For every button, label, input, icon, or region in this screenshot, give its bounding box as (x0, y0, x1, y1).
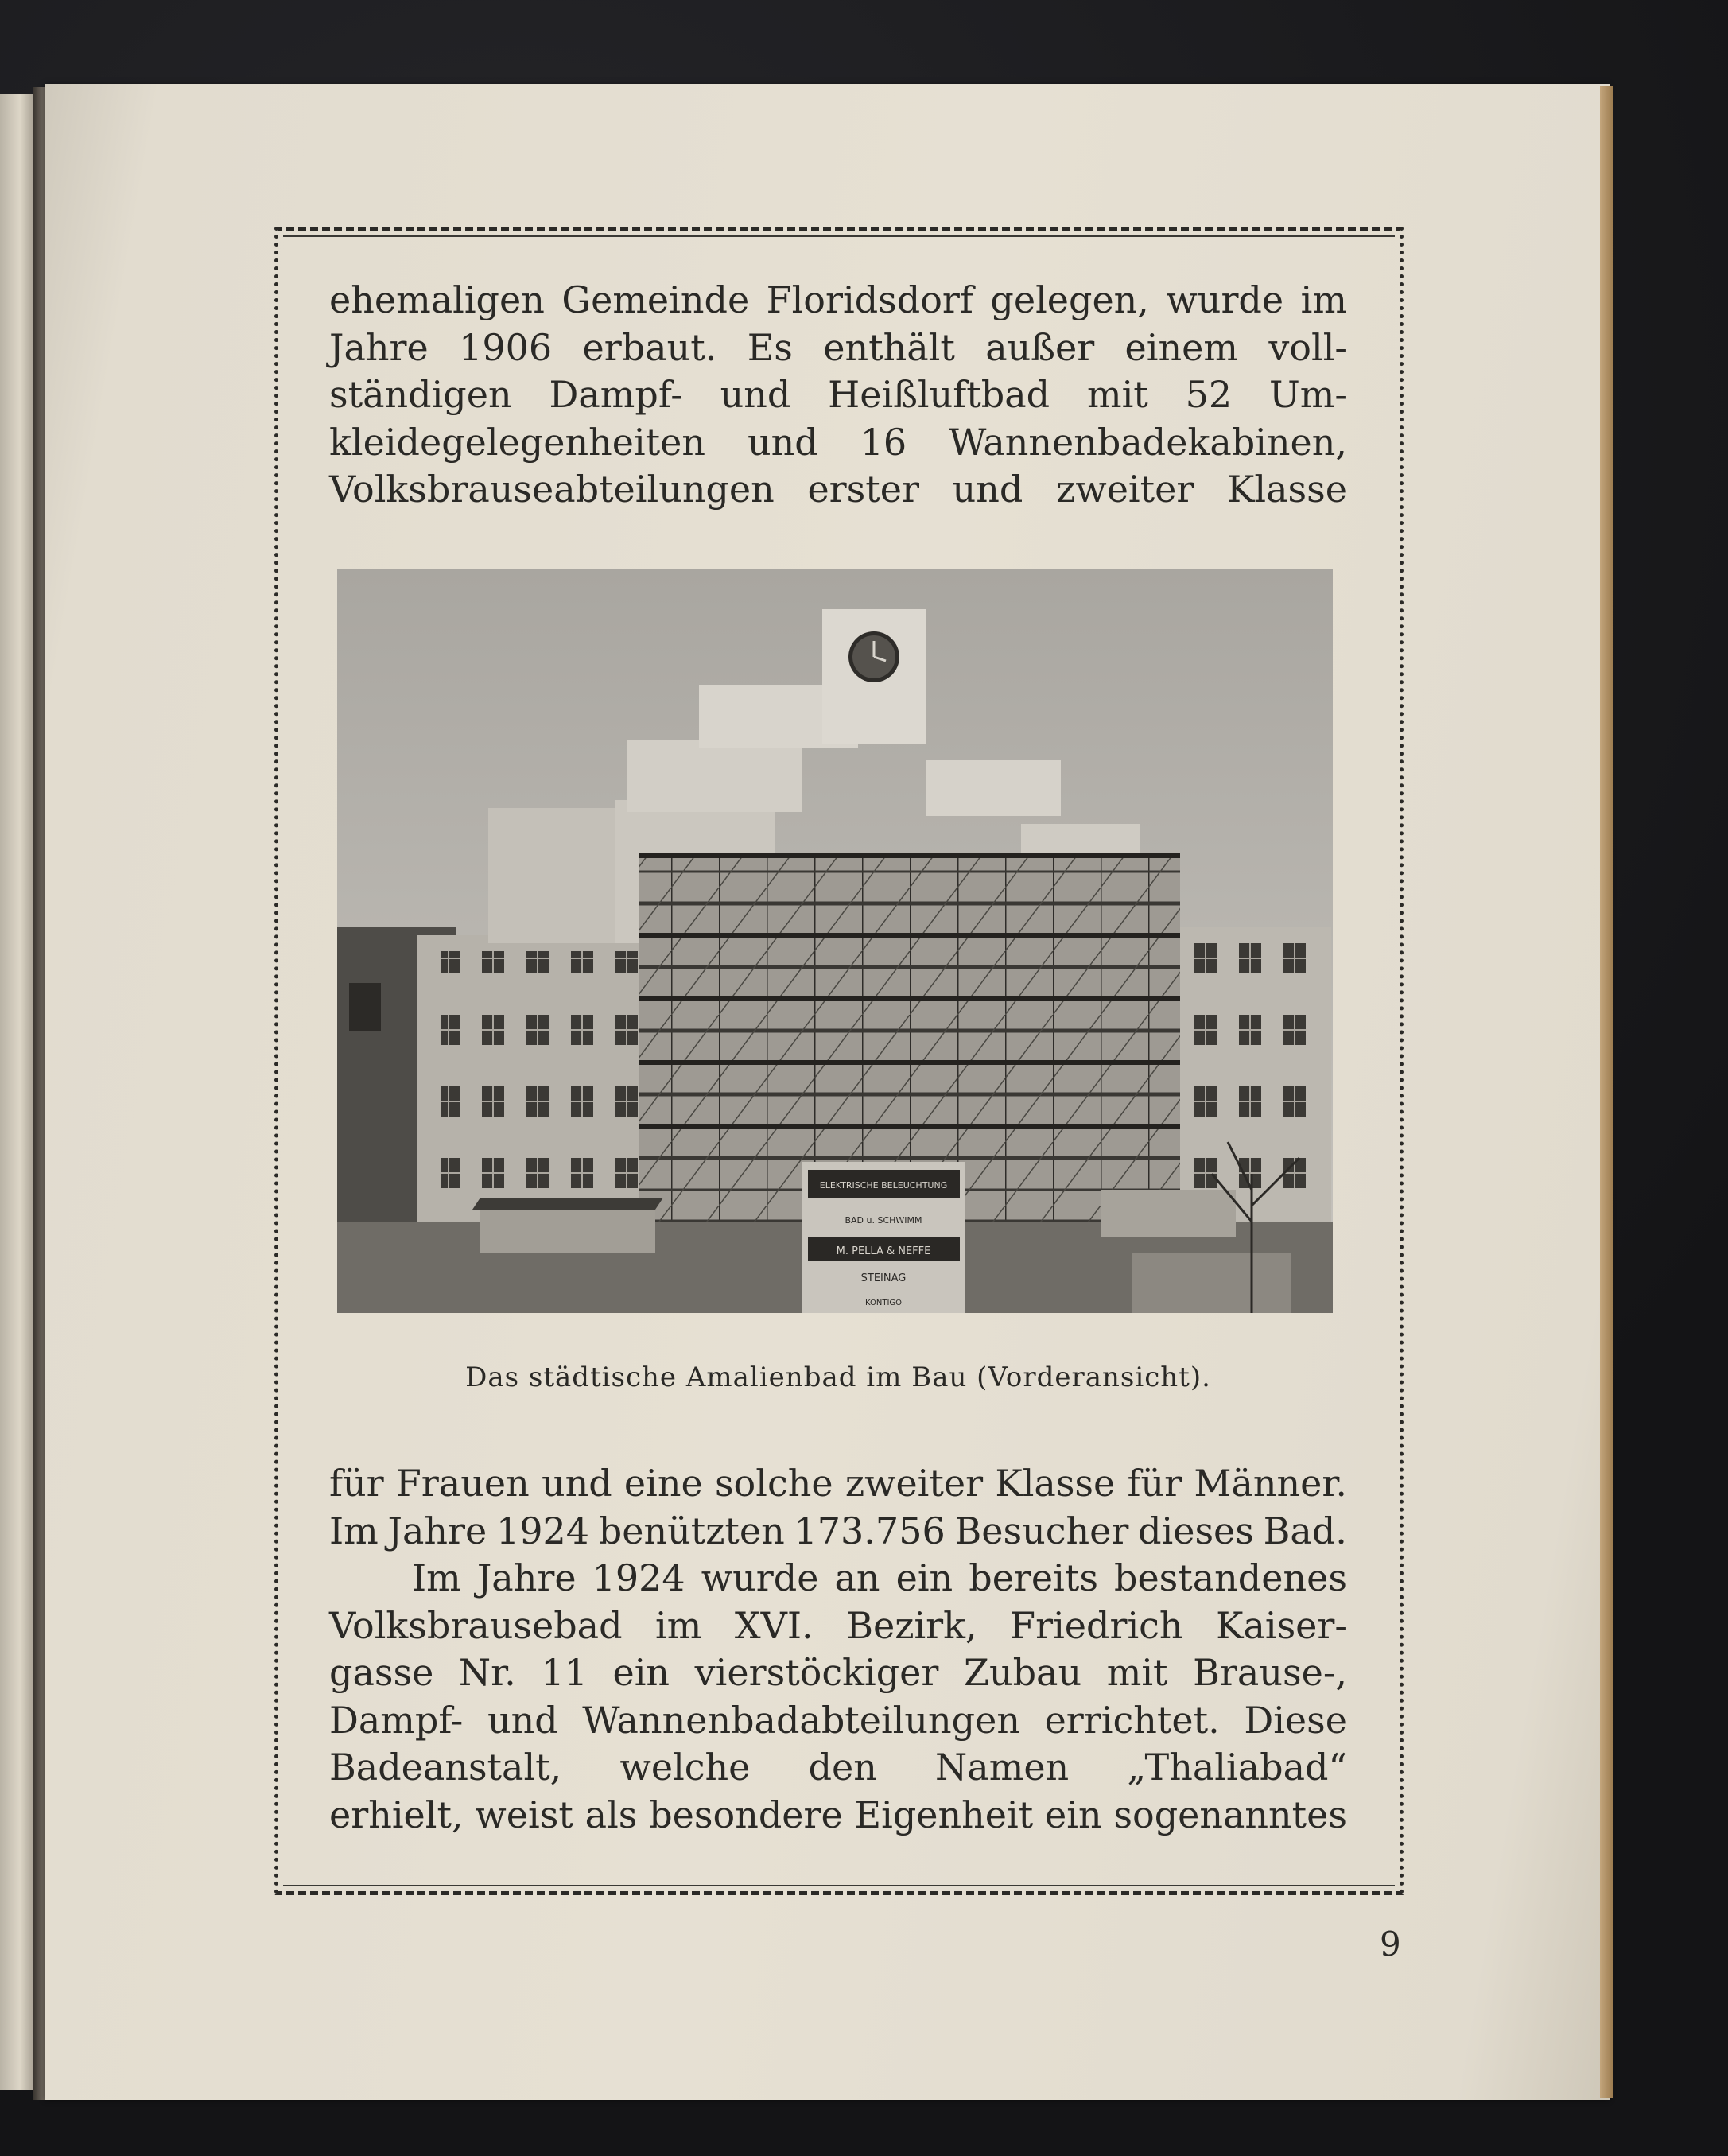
word: Wannenbadekabinen, (949, 420, 1347, 464)
word: einem (1124, 325, 1238, 369)
text-line (329, 277, 1347, 324)
word: besondere (649, 1793, 843, 1836)
word: Bezirk, (846, 1603, 977, 1647)
word: wurde (701, 1556, 819, 1599)
word: für (1127, 1462, 1182, 1505)
word: Klasse (995, 1462, 1116, 1505)
word: weist (475, 1793, 573, 1836)
text-line (329, 324, 1347, 372)
word: Klasse (1227, 468, 1347, 511)
word: ein (895, 1556, 953, 1599)
word: Floridsdorf (766, 278, 973, 321)
word: Kaiser- (1216, 1603, 1347, 1647)
word: enthält (823, 325, 955, 369)
word: gelegen, (990, 278, 1149, 321)
sign-text-1: ELEKTRISCHE BELEUCHTUNG (819, 1180, 948, 1191)
word: den (808, 1746, 877, 1789)
word: errichtet. (1044, 1698, 1220, 1742)
word: Dampf- (549, 373, 683, 416)
word: kleidegelegenheiten (329, 420, 705, 464)
text-line (329, 1744, 1347, 1792)
word: bereits (969, 1556, 1098, 1599)
word: zweiter (1056, 468, 1194, 511)
word: Frauen (395, 1462, 530, 1505)
word: 173.756 (794, 1509, 946, 1552)
word: Bad. (1263, 1509, 1347, 1552)
word: und (747, 420, 818, 464)
text-line (329, 419, 1347, 467)
word: Volksbrauseabteilungen (329, 468, 775, 511)
word: XVI. (734, 1603, 814, 1647)
left-page-strip (0, 94, 33, 2090)
text-line (329, 466, 1347, 514)
word: und (541, 1462, 612, 1505)
word: 52 (1185, 373, 1233, 416)
word: erhielt, (329, 1793, 464, 1836)
sign-text-3: M. PELLA & NEFFE (836, 1245, 931, 1257)
word: solche (714, 1462, 833, 1505)
word: an (834, 1556, 880, 1599)
word: Volksbrausebad (329, 1603, 623, 1647)
word: 16 (860, 420, 907, 464)
word: Jahre (476, 1556, 577, 1599)
word: zweiter (845, 1462, 984, 1505)
word: im (1300, 278, 1347, 321)
word: und (487, 1698, 558, 1742)
word: Heißluftbad (828, 373, 1050, 416)
word: welche (619, 1746, 751, 1789)
word: Namen (935, 1746, 1070, 1789)
word: Jahre (387, 1509, 487, 1552)
word: gasse (329, 1651, 434, 1694)
text-line (329, 1508, 1347, 1556)
word: wurde (1166, 278, 1284, 321)
photograph-amalienbad (337, 569, 1333, 1313)
sign-text-5: KONTIGO (864, 1299, 903, 1307)
word: 1924 (592, 1556, 685, 1599)
word: und (952, 468, 1023, 511)
word: Männer. (1194, 1462, 1347, 1505)
word: Gemeinde (561, 278, 750, 321)
word: 1906 (459, 325, 553, 369)
word: Diese (1244, 1698, 1347, 1742)
sign-text-4: STEINAG (860, 1272, 907, 1284)
word: benützten (598, 1509, 785, 1552)
word: bestandenes (1114, 1556, 1347, 1599)
word: Wannenbadabteilungen (582, 1698, 1020, 1742)
word: Im (329, 1509, 379, 1552)
text-line (329, 1792, 1347, 1839)
word: Brause-, (1193, 1651, 1347, 1694)
text-line (329, 1460, 1347, 1508)
word: Im (412, 1556, 461, 1599)
text-line-indented (329, 1555, 1347, 1602)
word: Friedrich (1010, 1603, 1183, 1647)
bottom-paragraph (329, 1460, 1347, 1839)
word: ständigen (329, 373, 512, 416)
page-edge (1600, 86, 1613, 2098)
word: eine (623, 1462, 703, 1505)
word: für (329, 1462, 384, 1505)
word: Besucher (954, 1509, 1129, 1552)
word: außer (985, 325, 1095, 369)
word: erbaut. (582, 325, 717, 369)
text-line (329, 371, 1347, 419)
top-paragraph (329, 277, 1347, 514)
word: Es (747, 325, 793, 369)
text-line (329, 1697, 1347, 1745)
sign-text-2: BAD u. SCHWIMM (845, 1215, 922, 1226)
word: mit (1086, 373, 1148, 416)
word: ehemaligen (329, 278, 545, 321)
word: Eigenheit (854, 1793, 1034, 1836)
text-line (329, 1649, 1347, 1697)
word: vierstöckiger (694, 1651, 939, 1694)
word: Badeanstalt, (329, 1746, 562, 1789)
word: voll- (1268, 325, 1347, 369)
text-line (329, 1602, 1347, 1650)
word: und (720, 373, 791, 416)
word: im (655, 1603, 702, 1647)
word: 11 (541, 1651, 588, 1694)
word: Um- (1269, 373, 1347, 416)
word: ein (1045, 1793, 1102, 1836)
word: erster (807, 468, 919, 511)
photo-caption: Das städtische Amalienbad im Bau (Vorderansicht). (465, 1362, 1211, 1393)
page-number: 9 (1380, 1925, 1401, 1964)
word: 1924 (495, 1509, 590, 1552)
word: Zubau (964, 1651, 1082, 1694)
word: sogenanntes (1113, 1793, 1347, 1836)
word: ein (612, 1651, 670, 1694)
word: dieses (1138, 1509, 1254, 1552)
building-illustration (337, 569, 1333, 1313)
word: „Thaliabad“ (1127, 1746, 1347, 1789)
word: Nr. (458, 1651, 516, 1694)
word: als (584, 1793, 638, 1836)
book-spine (33, 87, 45, 2100)
word: Jahre (329, 325, 429, 369)
word: Dampf- (329, 1698, 464, 1742)
word: mit (1106, 1651, 1168, 1694)
